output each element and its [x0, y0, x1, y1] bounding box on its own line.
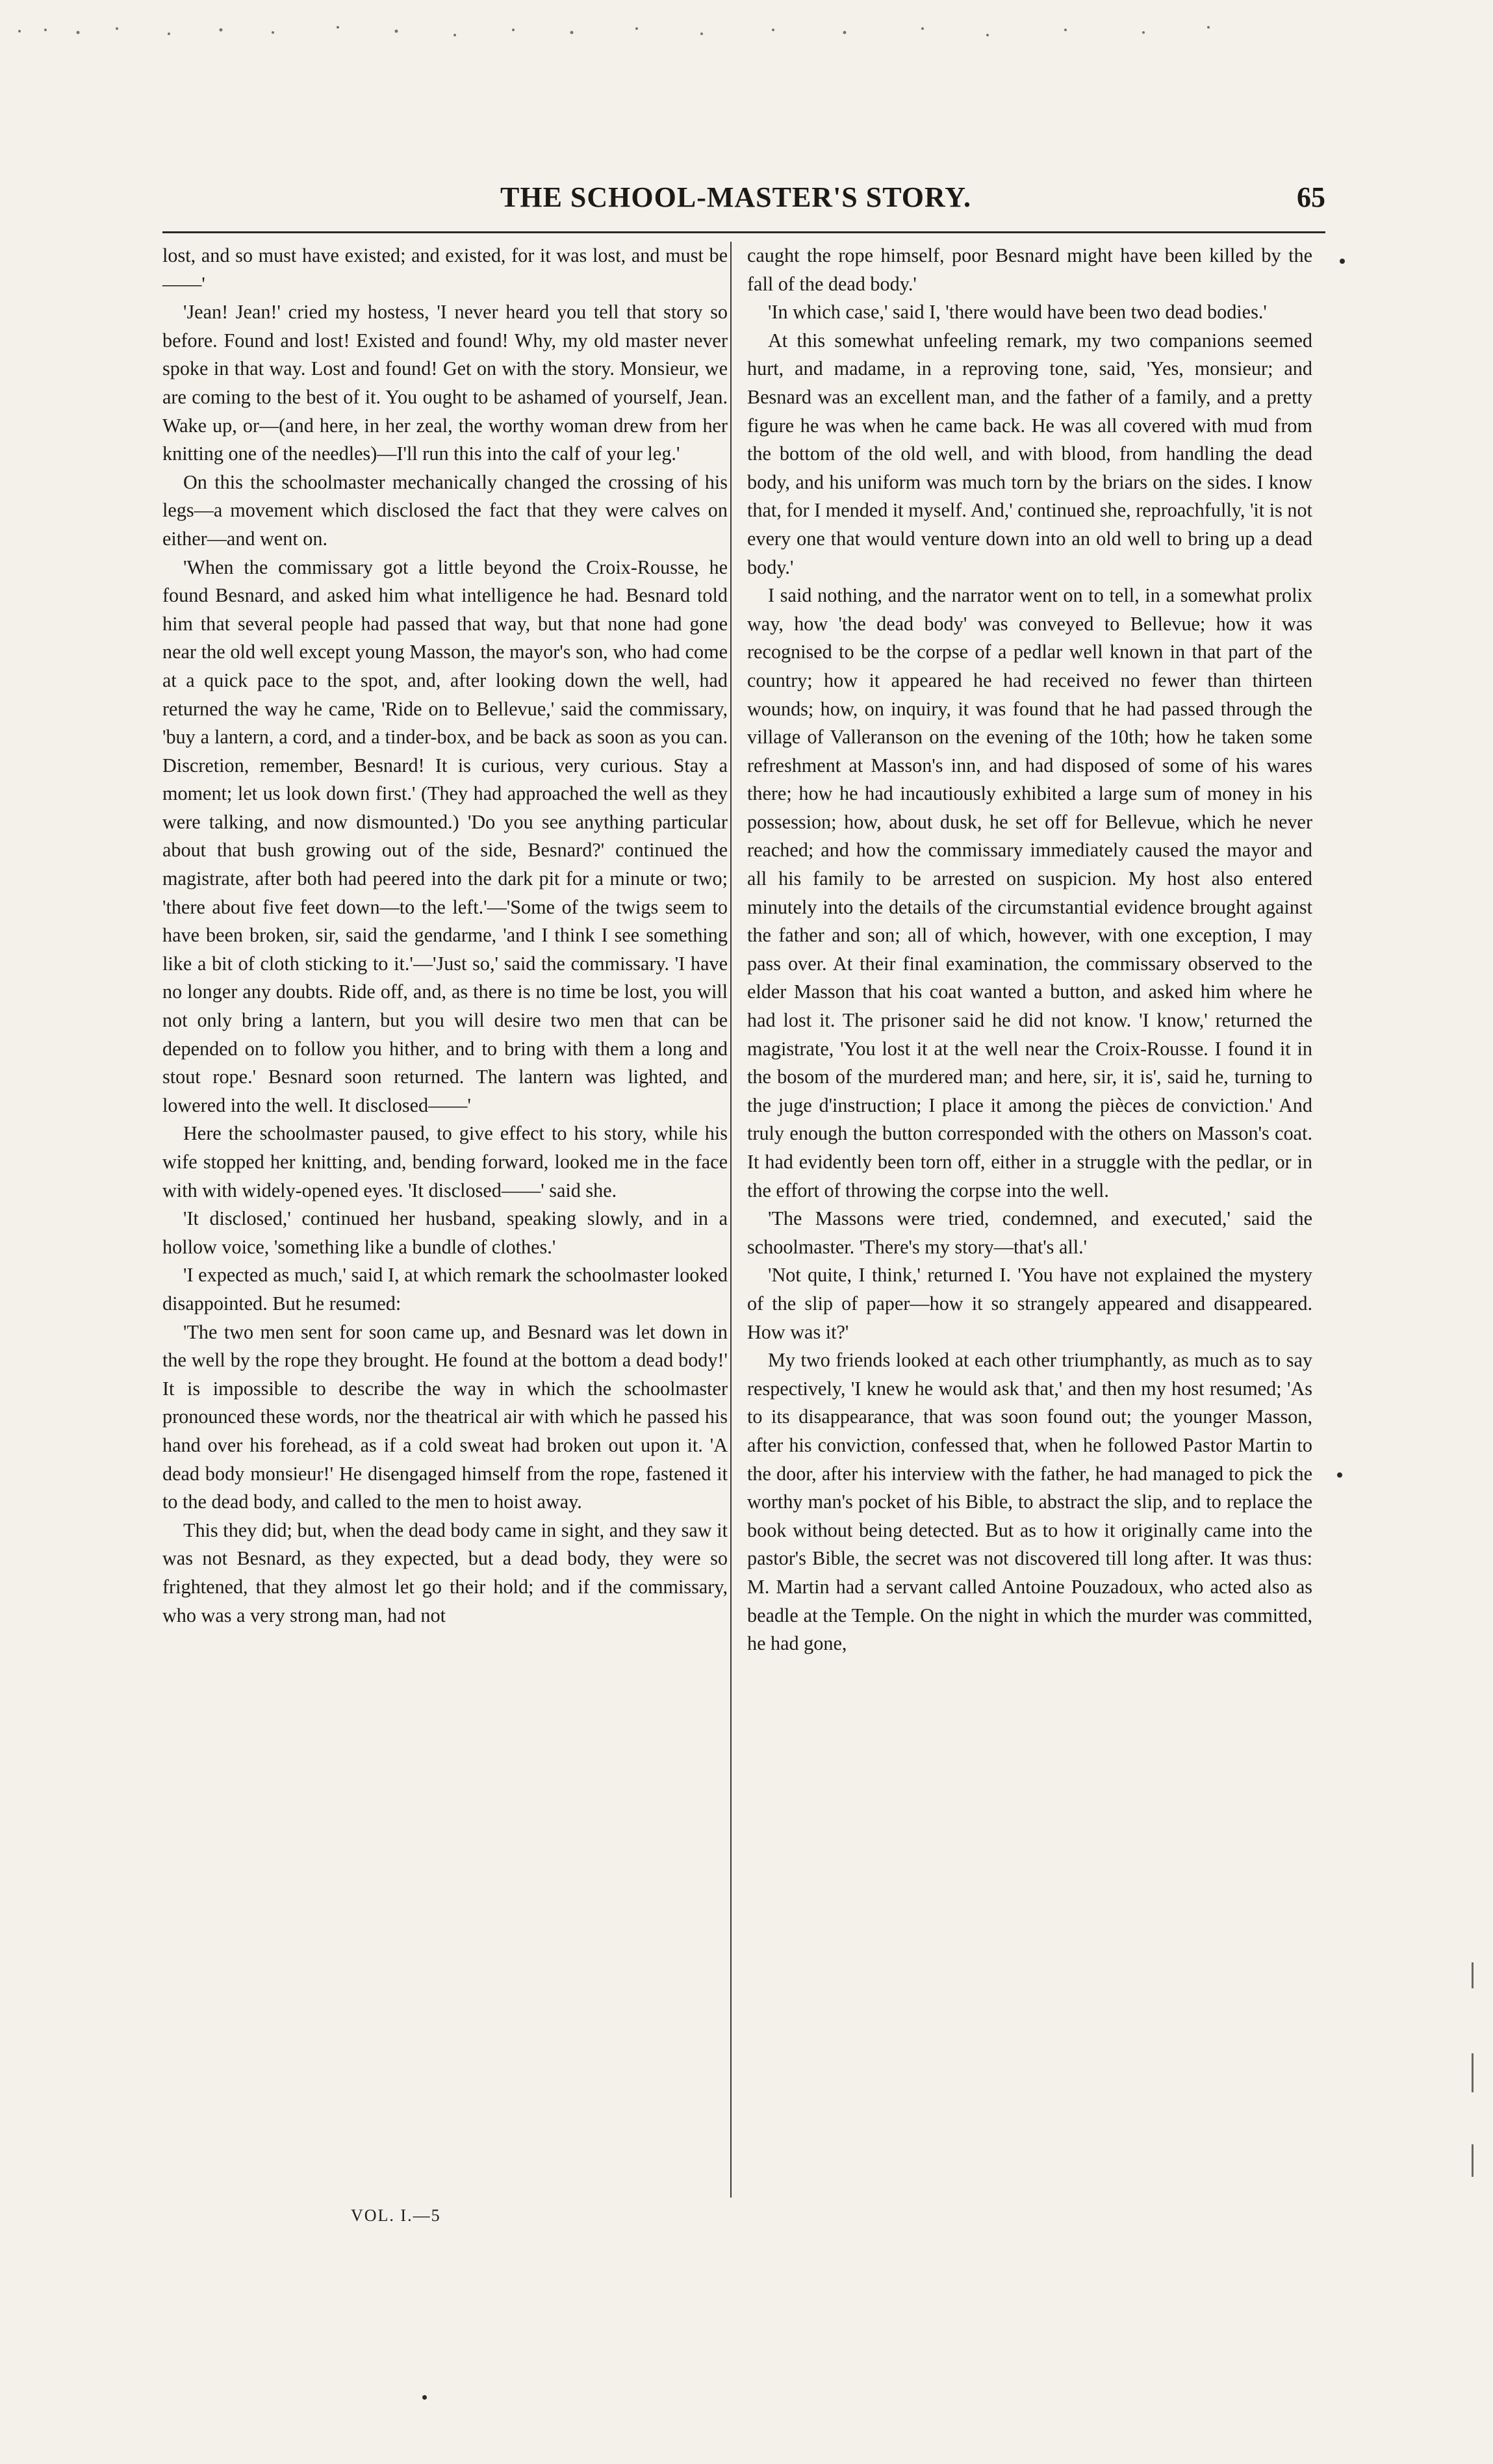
running-head: THE SCHOOL-MASTER'S STORY. [500, 181, 971, 213]
header-rule [162, 231, 1325, 233]
margin-dot [1337, 1472, 1342, 1478]
edge-mark [1472, 2053, 1474, 2092]
paragraph: This they did; but, when the dead body came in sight, and they saw it was not Besnard, as they expected, but a dead body, they were so frightened, that they almost let go their hold; and if the commissary, who was a very strong man, had not [162, 1519, 728, 1626]
column-divider [730, 242, 732, 2198]
signature-mark: VOL. I.—5 [351, 2206, 441, 2225]
margin-dot [1340, 259, 1345, 264]
paragraph: At this somewhat unfeeling remark, my two companions seemed hurt, and madame, in a reproving tone, said, 'Yes, monsieur; and Besnard was an excellent man, and the father of a family, and a pretty figure he was when he came back. He was all covered with mud from the bottom of the old well, and with blood, from handling the dead body, and his uniform was much torn by the briars on the sides. I know that, for I mended it myself. And,' continued she, reproachfully, 'it is not every one that would venture down into an old well to bring up a dead body.' [747, 329, 1312, 578]
page-number: 65 [1297, 181, 1325, 213]
paragraph: I said nothing, and the narrator went on to tell, in a somewhat prolix way, how 'the dead body' was conveyed to Bellevue; how it was recognised to be the corpse of a pedlar well known in that part of the country; how it appeared he had received no fewer than thirteen wounds; how, on inquiry, it was found that he had passed through the village of Valleranson on the evening of the 10th; how he taken some refreshment at Masson's inn, and had disposed of some of his wares there; how he had incautiously exhibited a large sum of money in his possession; how, about dusk, he set off for Bellevue, which he never reached; and how the commissary immediately caused the mayor and all his family to be arrested on suspicion. My host also entered minutely into the details of the circumstantial evidence brought against the father and son; all of which, however, with one exception, I may pass over. At their final examination, the commissary observed to the elder Masson that his coat wanted a button, and asked him where he had lost it. The prisoner said he did not know. 'I know,' returned the magistrate, 'You lost it at the well near the Croix-Rousse. I found it in the bosom of the murdered man; and here, sir, it is', said he, turning to the juge d'instruction; I place it among the pièces de conviction.' And truly enough the button corresponded with the others on Masson's coat. It had evidently been torn off, either in a struggle with the pedlar, or in the effort of throwing the corpse into the well. [747, 584, 1312, 1201]
margin-dot [422, 2395, 427, 2400]
paragraph: My two friends looked at each other triumphantly, as much as to say respectively, 'I knew he would ask that,' and then my host resumed; 'As to its disappearance, that was soon found out; the younger Masson, after his conviction, confessed that, when he followed Pastor Martin to the door, after his interview with the father, he had managed to pick the worthy man's pocket of his Bible, to abstract the slip, and to replace the book without being detected. But as to how it originally came into the pastor's Bible, the secret was not discovered till long after. It was thus: M. Martin had a servant called Antoine Pouzadoux, who acted also as beadle at the Temple. On the night in which the murder was committed, he had gone, [747, 1349, 1312, 1655]
paragraph: 'It disclosed,' continued her husband, speaking slowly, and in a hollow voice, 'something like a bundle of clothes.' [162, 1207, 728, 1258]
page-header [162, 181, 1325, 226]
left-column [162, 242, 728, 1630]
paragraph: 'I expected as much,' said I, at which remark the schoolmaster looked disappointed. But he resumed: [162, 1264, 728, 1315]
paragraph: 'The two men sent for soon came up, and Besnard was let down in the well by the rope they brought. He found at the bottom a dead body!' It is impossible to describe the way in which the schoolmaster pronounced these words, nor the theatrical air with which he passed his hand over his forehead, as if a cold sweat had broken out upon it. 'A dead body monsieur!' He disengaged himself from the rope, fastened it to the dead body, and called to the men to hoist away. [162, 1320, 728, 1513]
paragraph: 'Jean! Jean!' cried my hostess, 'I never heard you tell that story so before. Found and lost! Existed and found! Why, my old master never spoke in that way. Lost and found! Get on with the story. Monsieur, we are coming to the best of it. You ought to be ashamed of yourself, Jean. Wake up, or—(and here, in her zeal, the worthy woman drew from her knitting one of the needles)—I'll run this into the calf of your leg.' [162, 301, 728, 465]
paragraph: 'When the commissary got a little beyond the Croix-Rousse, he found Besnard, and asked him what intelligence he had. Besnard told him that several people had passed that way, but that none had gone near the old well except young Masson, the mayor's son, who had come at a quick pace to the spot, and, after looking down the well, had returned the way he came, 'Ride on to Bellevue,' said the commissary, 'buy a lantern, a cord, and a tinder-box, and be back as soon as you can. Discretion, remember, Besnard! It is curious, very curious. Stay a moment; let us look down first.' (They had approached the well as they were talking, and now dismounted.) 'Do you see anything particular about that bush growing out of the side, Besnard?' continued the magistrate, after both had peered into the dark pit for a minute or two; 'there about five feet down—to the left.'—'Some of the twigs seem to have been broken, sir, said the gendarme, 'and I think I see something like a bit of cloth sticking to it.'—'Just so,' said the commissary. 'I have no longer any doubts. Ride off, and, as there is no time be lost, you will not only bring a lantern, but you will desire two men that can be depended on to follow you hither, and to bring with them a long and stout rope.' Besnard soon returned. The lantern was lighted, and lowered into the well. It disclosed——' [162, 556, 728, 1116]
paragraph: Here the schoolmaster paused, to give effect to his story, while his wife stopped her knitting, and, bending forward, looked me in the face with with widely-opened eyes. 'It disclosed——' said she. [162, 1122, 728, 1201]
paragraph: caught the rope himself, poor Besnard might have been killed by the fall of the dead body.' [747, 244, 1312, 295]
paragraph: On this the schoolmaster mechanically changed the crossing of his legs—a movement which disclosed the fact that they were calves on either—and went on. [162, 470, 728, 550]
paragraph: 'Not quite, I think,' returned I. 'You have not explained the mystery of the slip of paper—how it so strangely appeared and disappeared. How was it?' [747, 1264, 1312, 1343]
edge-mark [1472, 2144, 1474, 2177]
right-column [747, 242, 1312, 1658]
edge-mark [1472, 1962, 1474, 1988]
paragraph: lost, and so must have existed; and existed, for it was lost, and must be——' [162, 244, 728, 295]
paragraph: 'In which case,' said I, 'there would have been two dead bodies.' [768, 301, 1267, 324]
top-edge-specks [0, 18, 1493, 44]
paragraph: 'The Massons were tried, condemned, and executed,' said the schoolmaster. 'There's my story—that's all.' [747, 1207, 1312, 1258]
